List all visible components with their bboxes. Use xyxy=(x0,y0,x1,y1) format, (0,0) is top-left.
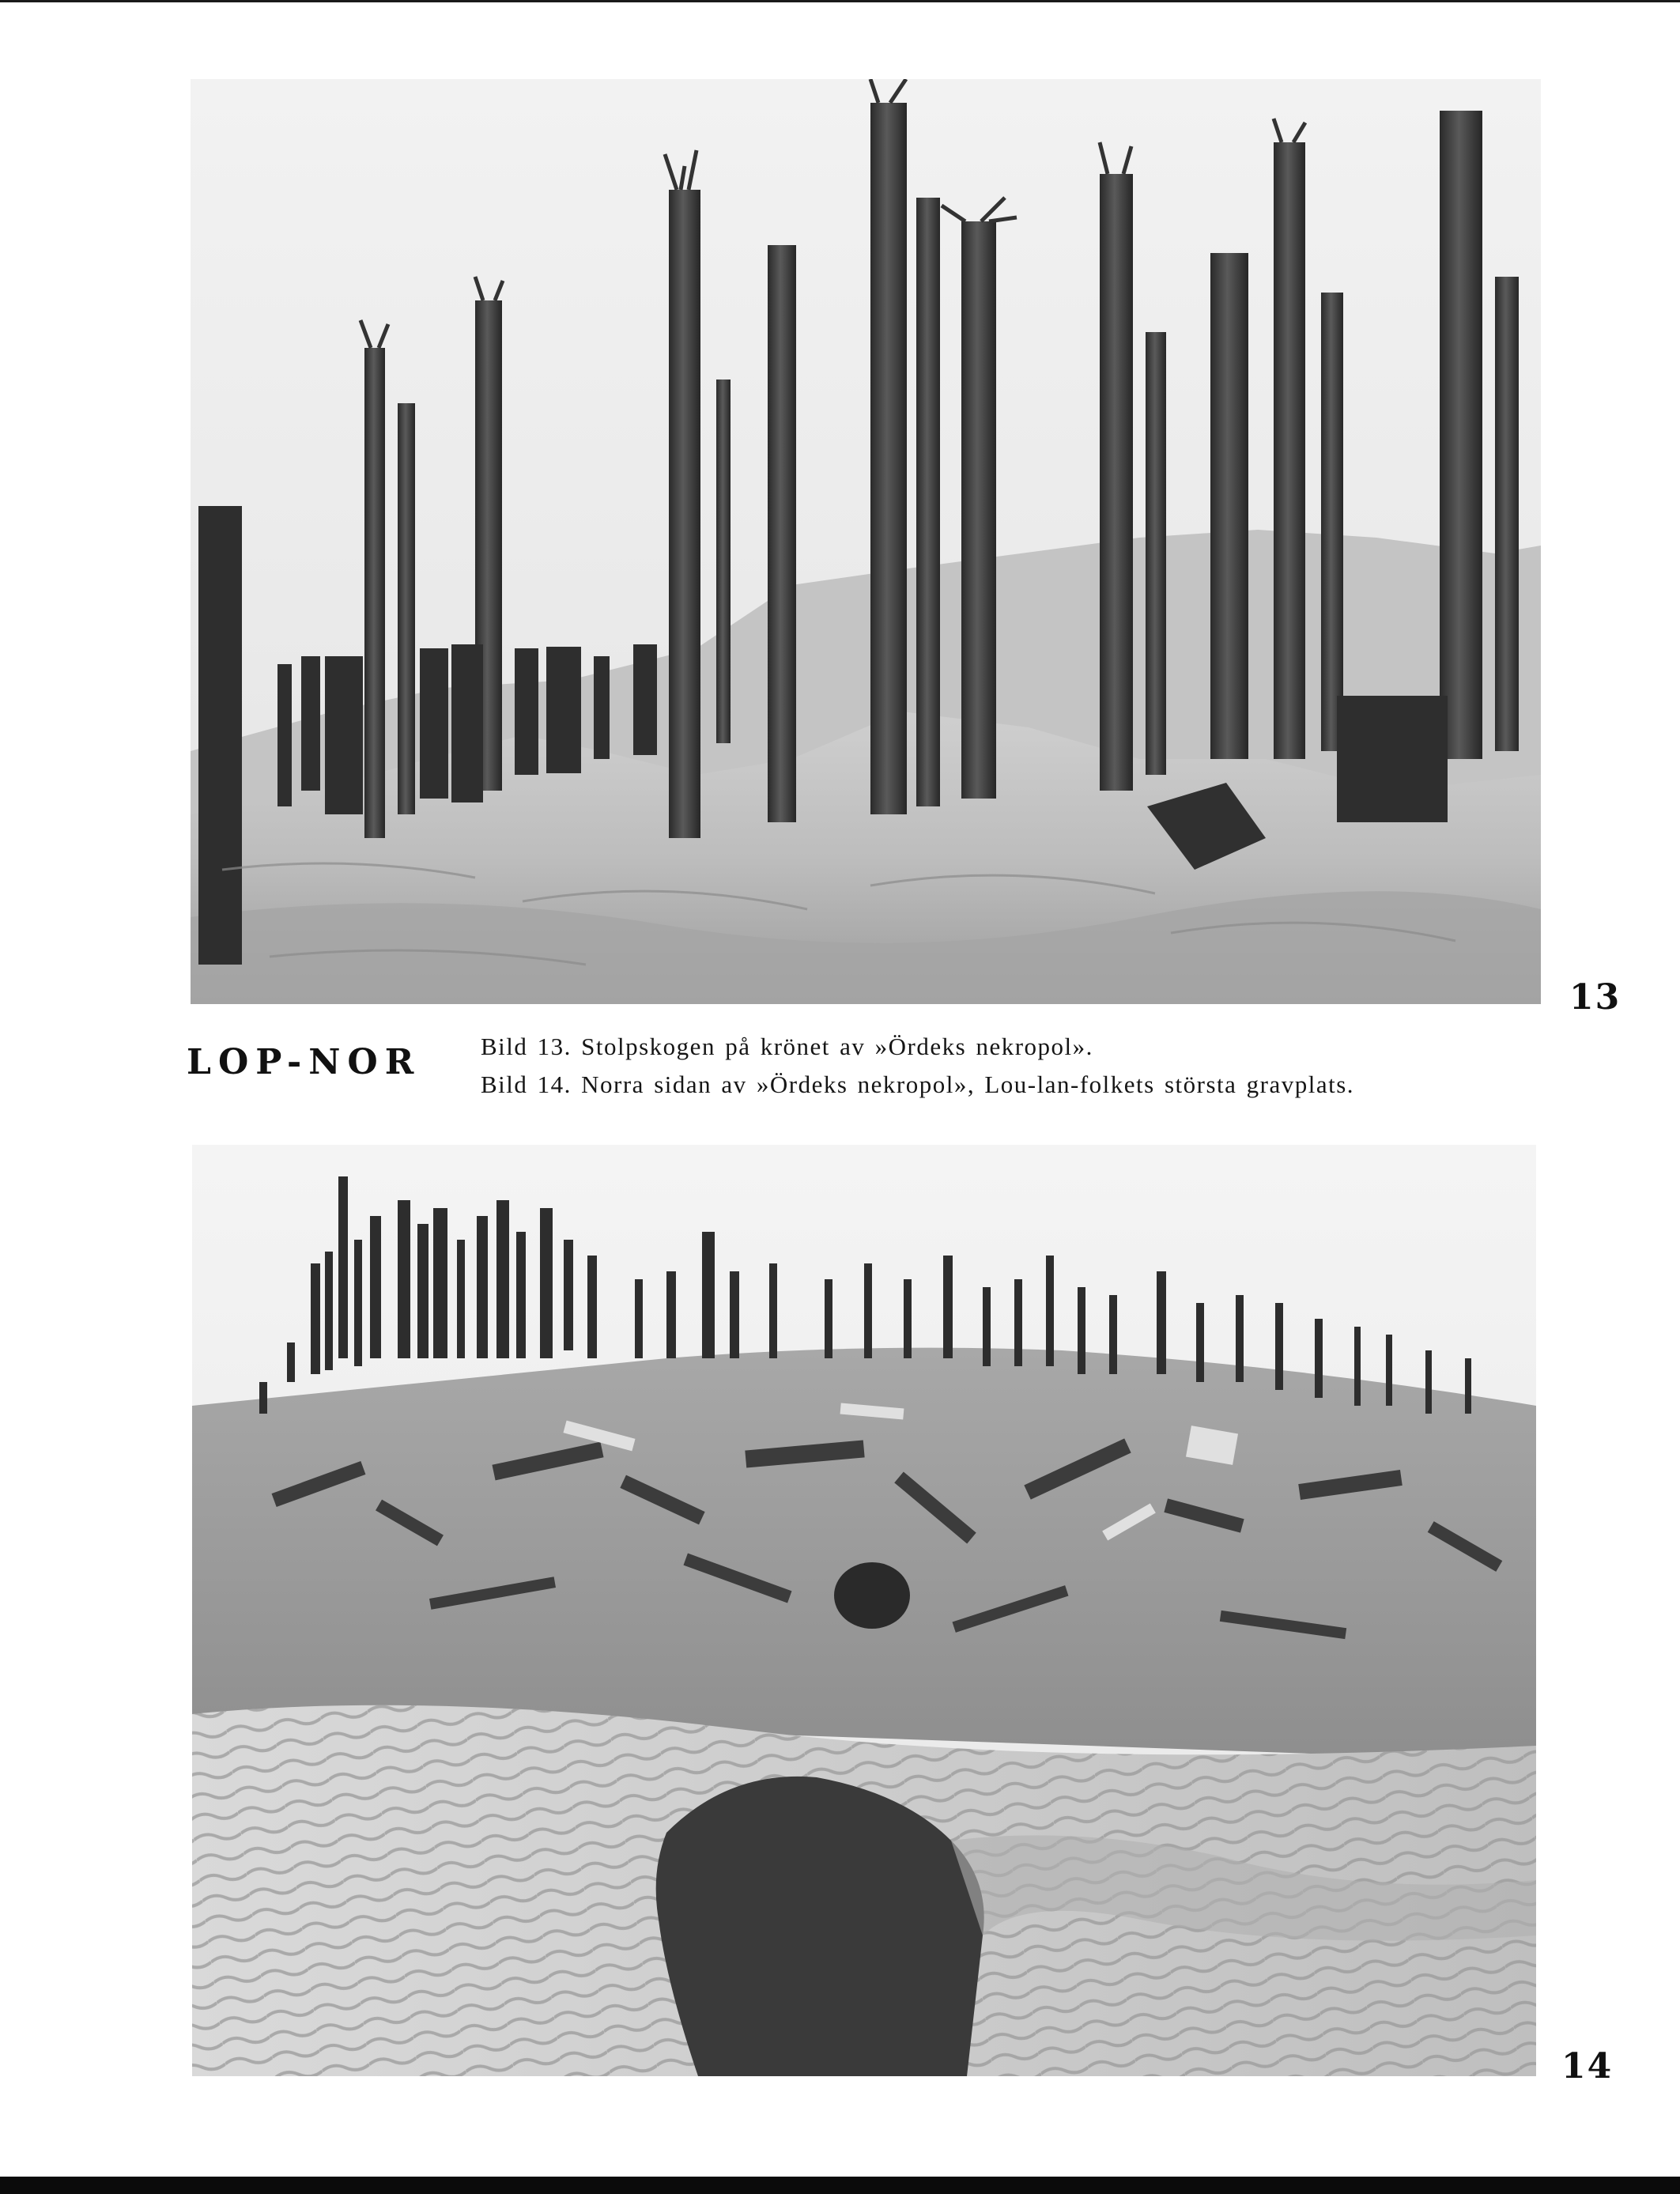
photo-14-necropolis-north xyxy=(192,1145,1536,2076)
section-title: LOP-NOR xyxy=(187,1042,421,1082)
caption-13: Bild 13. Stolpskogen på krönet av »Ördeks nekropol». xyxy=(481,1033,1093,1060)
photo-14-drawing xyxy=(192,1145,1536,2076)
photo-13-post-forest xyxy=(191,79,1541,1004)
captions xyxy=(481,1028,1524,1104)
plate-number-13: 13 xyxy=(1569,977,1621,1018)
plate-number-14: 14 xyxy=(1561,2046,1614,2086)
photo-13-drawing xyxy=(191,79,1541,1004)
caption-14: Bild 14. Norra sidan av »Ördeks nekropol», Lou-lan-folkets största gravplats. xyxy=(481,1071,1355,1098)
